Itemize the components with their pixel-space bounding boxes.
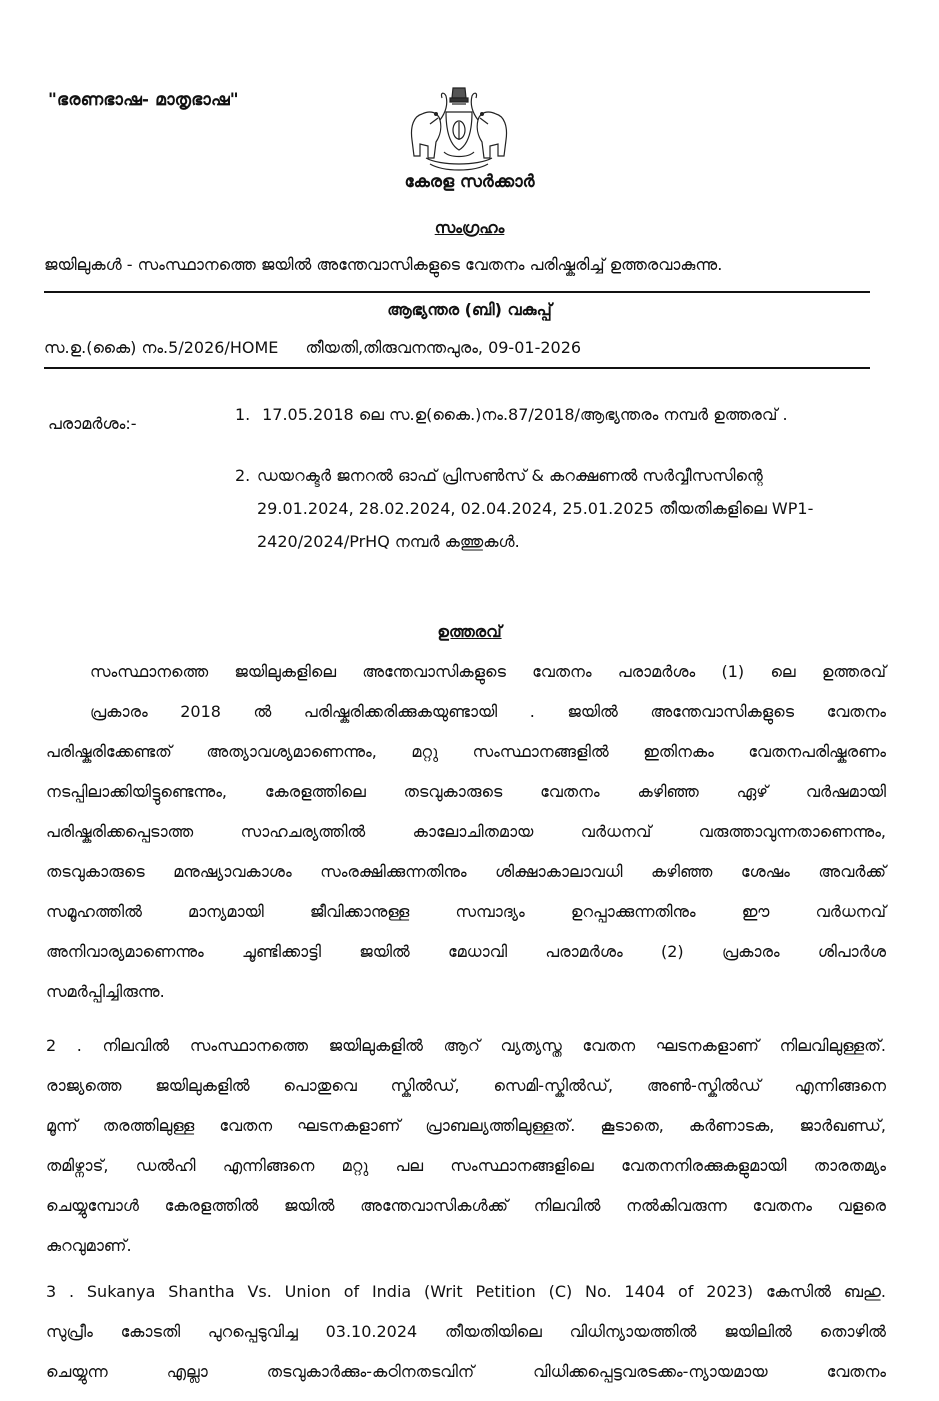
paragraph-line: പരിഷ്കരിക്കപ്പെടാത്ത സാഹചര്യത്തിൽ കാലോചിതമായ വർധനവ് വരുത്താവുന്നതാണെന്നും,: [46, 822, 886, 841]
paragraph-line: കുറവുമാണ്.: [46, 1236, 132, 1255]
order-paragraph-3: [46, 1272, 886, 1392]
order-number: സ.ഉ.(കൈ) നം.5/2026/HOME: [44, 338, 279, 357]
paragraph-line: ചെയ്യുമ്പോൾ കേരളത്തിൽ ജയിൽ അന്തേവാസികൾക്ക് നിലവിൽ നൽകിവരുന്ന വേതനം വളരെ: [46, 1196, 886, 1215]
order-heading: ഉത്തരവ്: [437, 622, 502, 641]
order-reference-line: [44, 338, 603, 358]
kerala-emblem-icon: [400, 84, 518, 176]
divider-bottom: [44, 367, 870, 369]
paragraph-line: സംസ്ഥാനത്തെ ജയിലുകളിലെ അന്തേവാസികളുടെ വേതനം പരാമർശം (1) ലെ ഉത്തരവ്: [90, 662, 886, 681]
paragraph-line: ചെയ്യുന്ന എല്ലാ തടവുകാർക്കും-കഠിനതടവിന് വിധിക്കപ്പെട്ടവരടക്കം-ന്യായമായ വേതനം: [46, 1362, 886, 1381]
reference-text: 29.01.2024, 28.02.2024, 02.04.2024, 25.01.2025 തീയതികളിലെ WP1-: [257, 499, 814, 518]
divider-top: [44, 291, 870, 293]
order-subject: ജയിലുകൾ - സംസ്ഥാനത്തെ ജയിൽ അന്തേവാസികളുടെ വേതനം പരിഷ്കരിച്ച് ഉത്തരവാകുന്നു.: [44, 255, 723, 274]
paragraph-line: സുപ്രീം കോടതി പുറപ്പെടുവിച്ച 03.10.2024 തീയതിയിലെ വിധിന്യായത്തിൽ ജയിലിൽ തൊഴിൽ: [46, 1322, 886, 1341]
reference-text: 2420/2024/PrHQ നമ്പർ കത്തുകൾ.: [257, 532, 520, 551]
references-label: പരാമർശം:-: [48, 414, 137, 433]
paragraph-line: തമിഴ്നാട്, ഡൽഹി എന്നിങ്ങനെ മറ്റു പല സംസ്ഥാനങ്ങളിലെ വേതനനിരക്കുകളുമായി താരതമ്യം: [46, 1156, 886, 1175]
paragraph-line: 2 . നിലവിൽ സംസ്ഥാനത്തെ ജയിലുകളിൽ ആറ് വ്യത്യസ്ത വേതന ഘടനകളാണ് നിലവിലുള്ളത്.: [46, 1036, 886, 1055]
reference-number: 1.: [235, 405, 251, 424]
abstract-heading: സംഗ്രഹം: [434, 218, 505, 237]
reference-text: 17.05.2018 ലെ സ.ഉ(കൈ.)നം.87/2018/ആഭ്യന്തരം നമ്പർ ഉത്തരവ് .: [262, 405, 788, 424]
government-title: കേരള സർക്കാർ: [404, 172, 535, 192]
order-paragraph-1: [46, 652, 886, 1012]
paragraph-line: അനിവാര്യമാണെന്നും ചൂണ്ടിക്കാട്ടി ജയിൽ മേധാവി പരാമർശം (2) പ്രകാരം ശിപാർശ: [46, 942, 886, 961]
reference-text: ഡയറക്ടർ ജനറൽ ഓഫ് പ്രിസൺസ് & കറക്ഷണൽ സർവ്വീസസിന്റെ: [257, 466, 763, 485]
reference-item: [235, 398, 875, 431]
language-motto: "ഭരണഭാഷ- മാതൃഭാഷ": [48, 90, 239, 110]
paragraph-line: നടപ്പിലാക്കിയിട്ടുണ്ടെന്നും, കേരളത്തിലെ തടവുകാരുടെ വേതനം കഴിഞ്ഞ ഏഴ് വർഷമായി: [46, 782, 886, 801]
reference-item: [235, 459, 875, 558]
paragraph-line: 3 . Sukanya Shantha Vs. Union of India (Writ Petition (C) No. 1404 of 2023) കേസിൽ ബഹു.: [46, 1282, 886, 1301]
order-paragraph-2: [46, 1026, 886, 1266]
paragraph-line: മൂന്ന് തരത്തിലുള്ള വേതന ഘടനകളാണ് പ്രാബല്യത്തിലുള്ളത്. കൂടാതെ, കർണാടക, ജാർഖണ്ഡ്,: [46, 1116, 886, 1135]
paragraph-line: രാജ്യത്തെ ജയിലുകളിൽ പൊതുവെ സ്കിൽഡ്, സെമി-സ്കിൽഡ്, അൺ-സ്കിൽഡ് എന്നിങ്ങനെ: [46, 1076, 886, 1095]
reference-number: 2.: [235, 466, 251, 485]
paragraph-line: സമർപ്പിച്ചിരുന്നു.: [46, 982, 165, 1001]
paragraph-line: പരിഷ്കരിക്കേണ്ടത് അത്യാവശ്യമാണെന്നും, മറ്റു സംസ്ഥാനങ്ങളിൽ ഇതിനകം വേതനപരിഷ്കരണം: [46, 742, 886, 761]
department-name: ആഭ്യന്തര (ബി) വകുപ്പ്: [387, 300, 552, 319]
paragraph-line: സമൂഹത്തിൽ മാന്യമായി ജീവിക്കാനുള്ള സമ്പാദ്യം ഉറപ്പാക്കുന്നതിനും ഈ വർധനവ്: [46, 902, 886, 921]
order-date-place: തീയതി,തിരുവനന്തപുരം, 09-01-2026: [305, 338, 582, 357]
paragraph-line: പ്രകാരം 2018 ൽ പരിഷ്കരിക്കരിക്കുകയുണ്ടായി . ജയിൽ അന്തേവാസികളുടെ വേതനം: [90, 702, 886, 721]
paragraph-line: തടവുകാരുടെ മനുഷ്യാവകാശം സംരക്ഷിക്കുന്നതിനും ശിക്ഷാകാലാവധി കഴിഞ്ഞ ശേഷം അവർക്ക്: [46, 862, 886, 881]
